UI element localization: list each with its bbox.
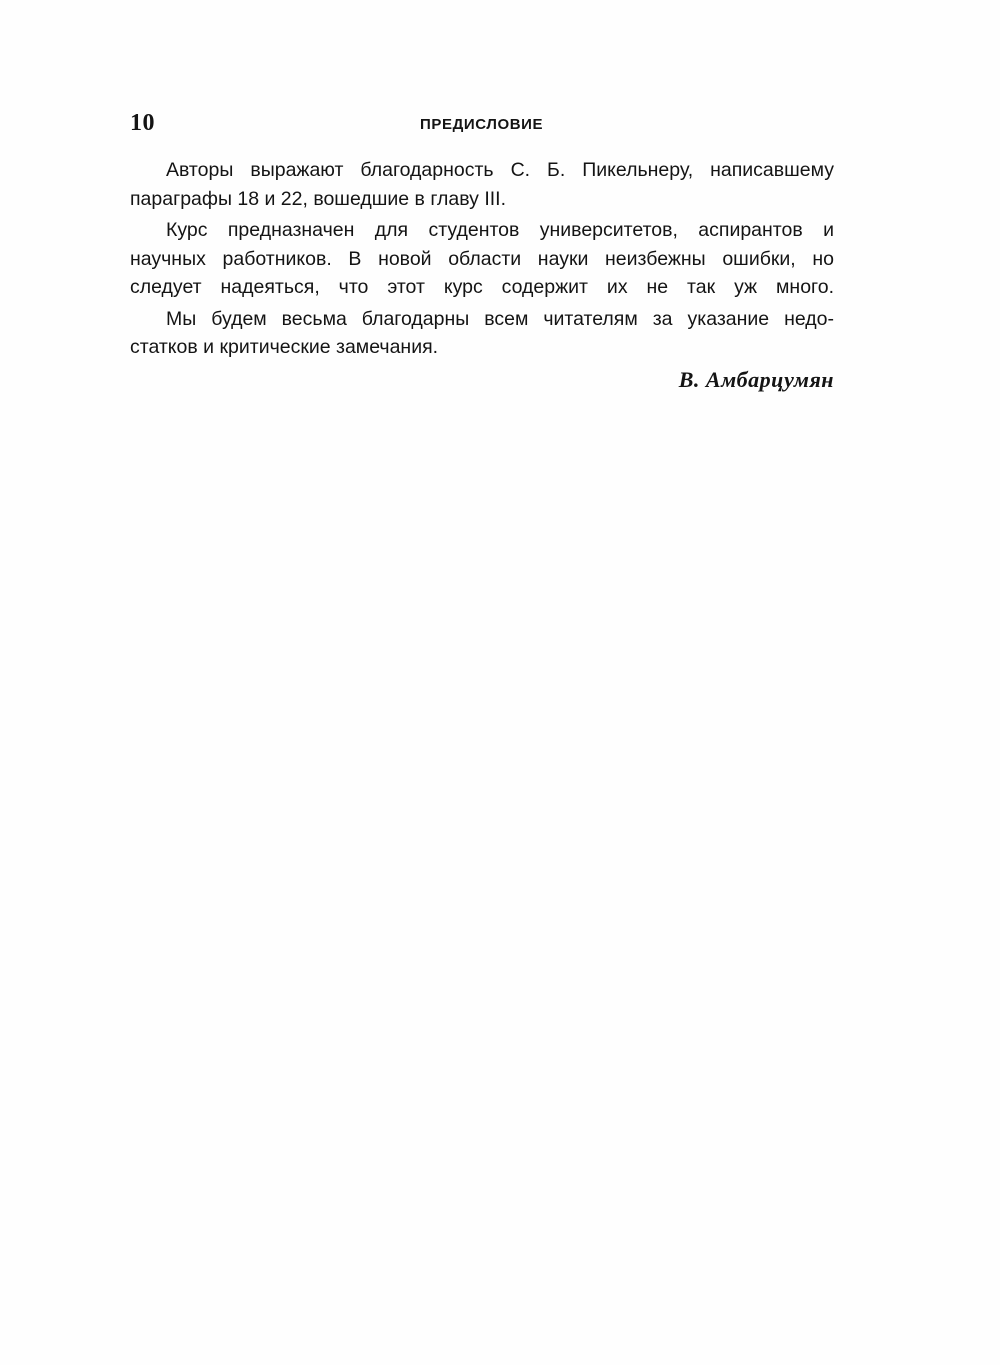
- paragraph-request: [130, 305, 834, 362]
- paragraph-acknowledgement: [130, 156, 834, 213]
- text-line: параграфы 18 и 22, вошедшие в главу III.: [130, 187, 506, 210]
- author-signature: В. Амбарцумян: [678, 367, 834, 392]
- text-line: научных работников. В новой области науки неизбежны ошибки, но: [130, 247, 834, 270]
- text-line: следует надеяться, что этот курс содержит их не так уж много.: [130, 276, 834, 298]
- running-head: ПРЕДИСЛОВИЕ: [420, 116, 544, 133]
- page-number: 10: [130, 110, 155, 136]
- preface-body: [130, 156, 834, 365]
- text-line: Мы будем весьма благодарны всем читателям за указание недо-: [166, 307, 834, 330]
- text-line: Курс предназначен для студентов университетов, аспирантов и: [166, 219, 834, 241]
- text-line: Авторы выражают благодарность С. Б. Пикельнеру, написавшему: [166, 159, 834, 181]
- page-header: [130, 110, 834, 140]
- paragraph-audience: [130, 216, 834, 302]
- text-line: статков и критические замечания.: [130, 336, 439, 358]
